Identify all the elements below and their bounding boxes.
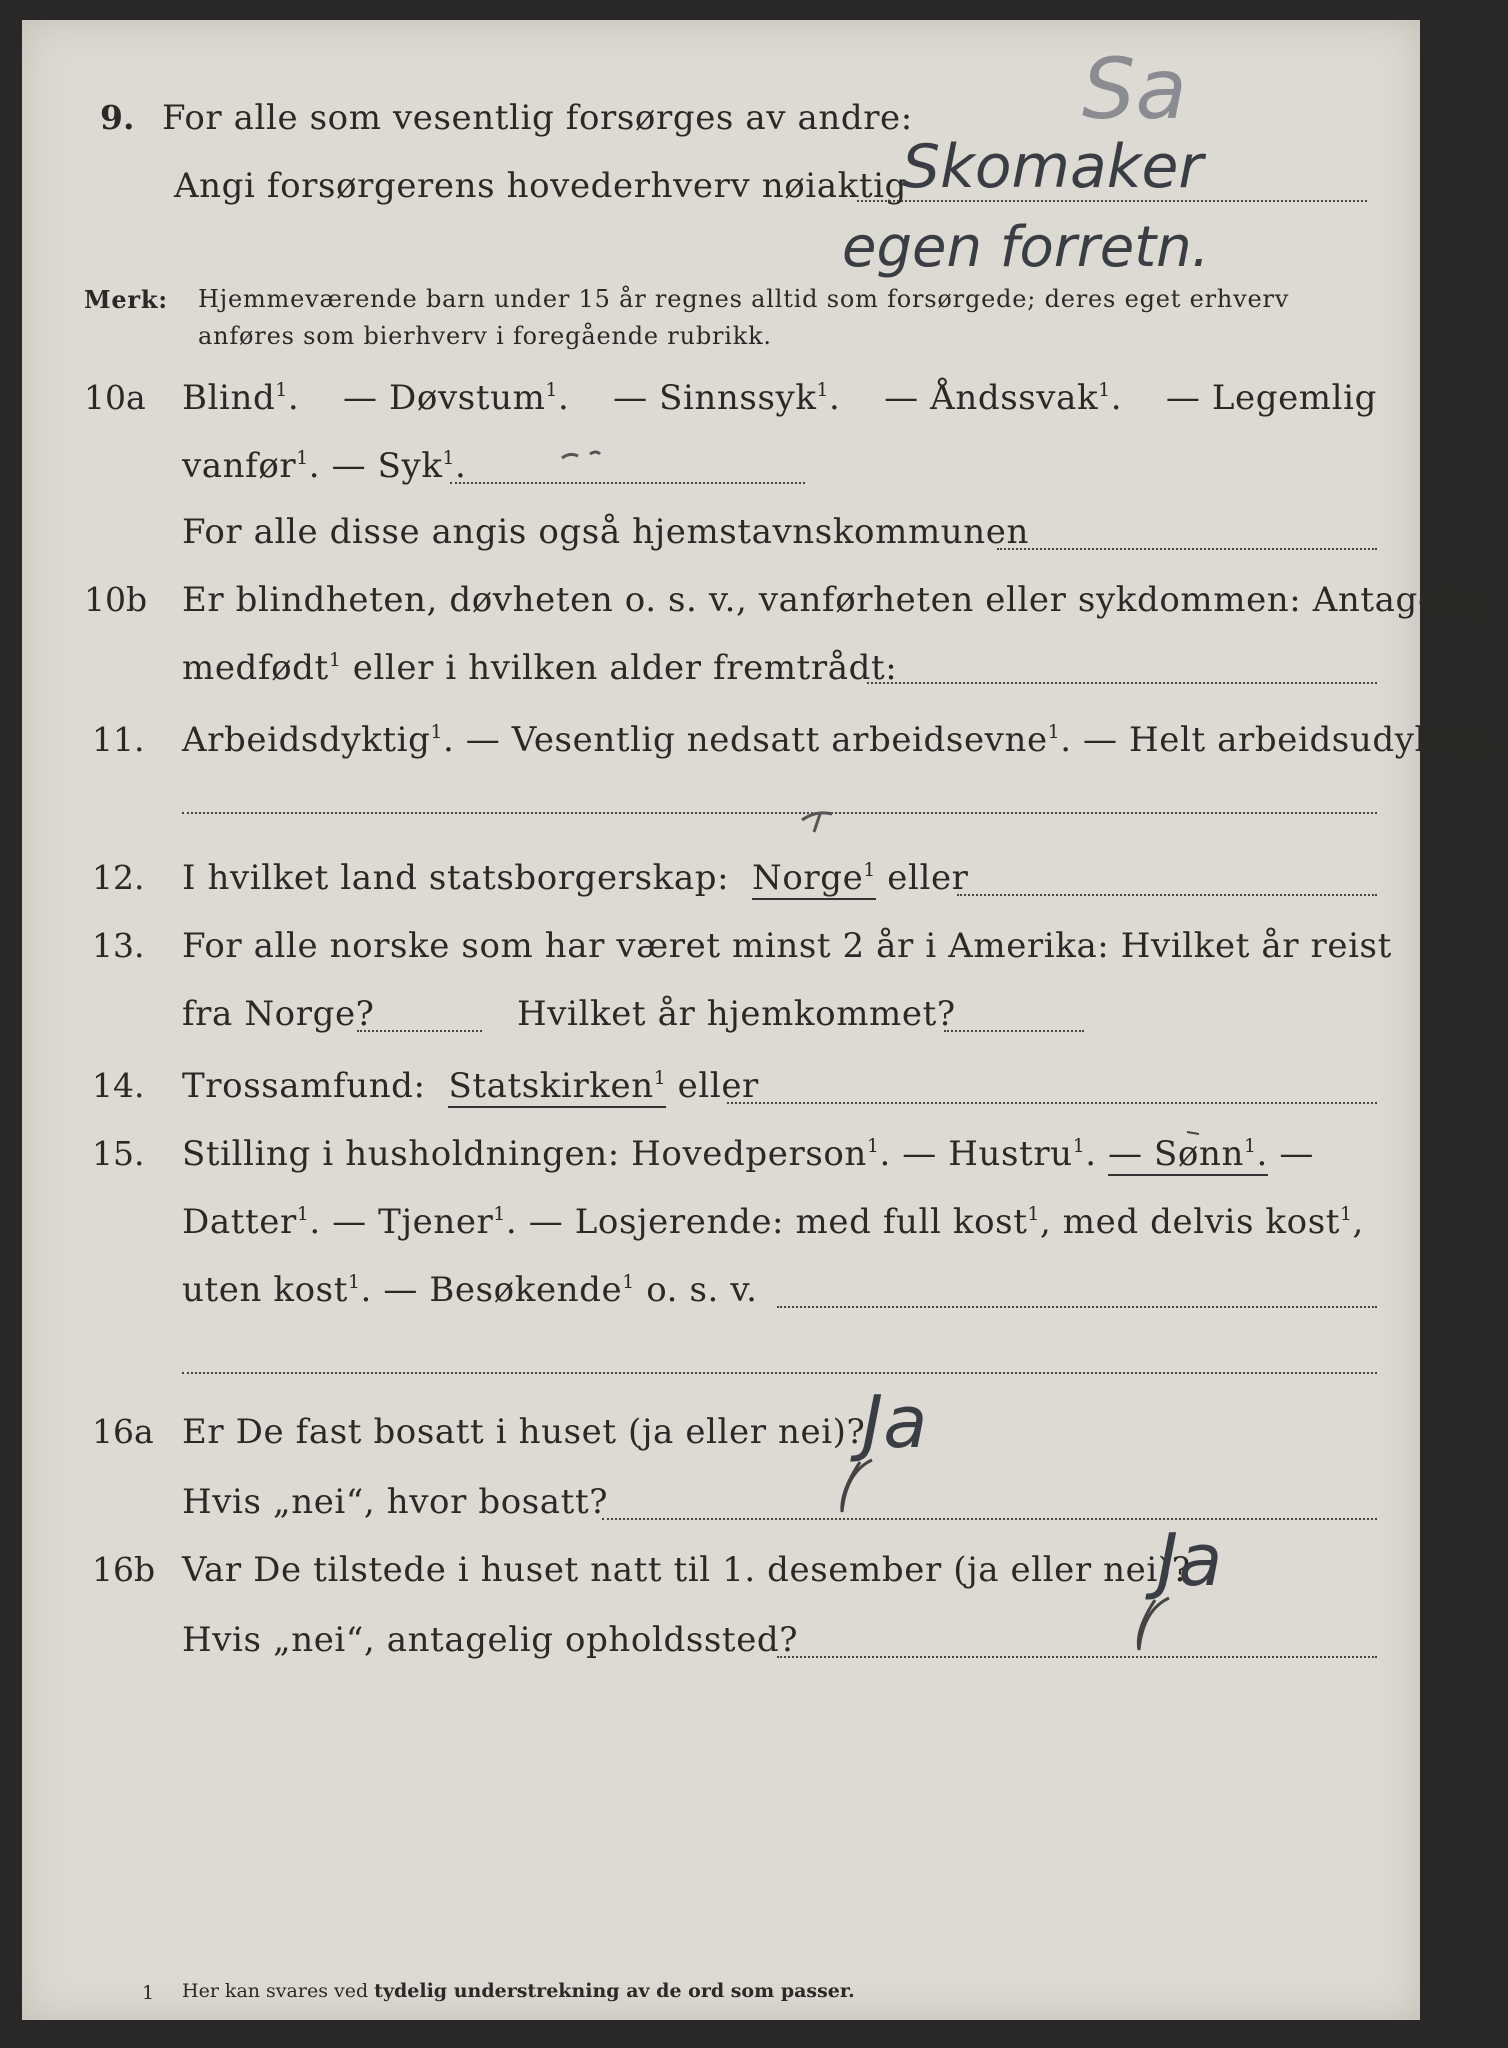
q10a-andssvak: — Åndssvak$^1$.: [884, 378, 1123, 418]
q10a-blind: Blind$^1$.: [182, 378, 300, 418]
q16a-answer[interactable]: Ja: [862, 1380, 928, 1464]
q12-line: I hvilket land statsborgerskap: Norge$^1$ eller: [182, 858, 969, 898]
q16b-number: 16b: [92, 1550, 156, 1589]
q16a-line2: Hvis „nei“, hvor bosatt?: [182, 1482, 609, 1522]
q13-number: 13.: [92, 926, 145, 965]
q10b-number: 10b: [84, 580, 148, 619]
q10b-line2: medfødt$^1$ eller i hvilken alder fremtrådt:: [182, 648, 898, 688]
q9-question: Angi forsørgerens hovederhverv nøiaktig: [174, 166, 907, 206]
q14-line: Trossamfund: Statskirken$^1$ eller: [182, 1066, 759, 1106]
handwritten-header-mark: Sa: [1082, 40, 1187, 138]
q14-number: 14.: [92, 1066, 145, 1105]
q10a-dovstum: — Døvstum$^1$.: [343, 378, 570, 418]
q16a-number: 16a: [92, 1412, 154, 1451]
q10a-legemlig: — Legemlig: [1165, 378, 1377, 418]
q16a-line1: Er De fast bosatt i huset (ja eller nei)?: [182, 1412, 866, 1452]
q12-number: 12.: [92, 858, 145, 897]
q10a-line3: For alle disse angis også hjemstavnskommunen: [182, 512, 1029, 552]
census-form-page: [22, 20, 1508, 2020]
q15-sonn-underlined[interactable]: — Sønn$^1$.: [1108, 1134, 1268, 1174]
q10a-line2: vanfør$^1$. — Syk$^1$.: [182, 446, 467, 486]
q13-line1: For alle norske som har været minst 2 år i Amerika: Hvilket år reist: [182, 926, 1392, 966]
q11-line: Arbeidsdyktig$^1$. — Vesentlig nedsatt arbeidsevne$^1$. — Helt arbeidsudyktig$^1$.: [182, 720, 1508, 760]
merk-label: Merk:: [84, 285, 168, 314]
q14-statskirken-underlined[interactable]: Statskirken$^1$: [448, 1066, 667, 1106]
q10b-line1: Er blindheten, døvheten o. s. v., vanførheten eller sykdommen: Antagelig: [182, 580, 1484, 620]
q9-heading: For alle som vesentlig forsørges av andre:: [162, 98, 913, 138]
q10a-number: 10a: [84, 378, 146, 417]
q13-line2b: Hvilket år hjemkommet?: [517, 994, 956, 1034]
q11-number: 11.: [92, 720, 145, 759]
q15-line2: Datter$^1$. — Tjener$^1$. — Losjerende: med full kost$^1$, med delvis kost$^1$,: [182, 1202, 1364, 1242]
merk-line1: Hjemmeværende barn under 15 år regnes alltid som forsørgede; deres eget erhverv: [198, 285, 1290, 313]
q16b-line2: Hvis „nei“, antagelig opholdssted?: [182, 1620, 799, 1660]
q10a-sinnssyk: — Sinnssyk$^1$.: [613, 378, 841, 418]
q13-line2a: fra Norge?: [182, 994, 375, 1034]
footnote-text: Her kan svares ved tydelig understrekning av de ord som passer.: [182, 1980, 855, 2002]
footnote-mark: 1: [142, 1982, 155, 2004]
q9-answer-occupation[interactable]: Skomaker: [902, 132, 1204, 202]
q12-norge-underlined[interactable]: Norge$^1$: [752, 858, 876, 898]
handwriting-strokes: [22, 20, 1420, 2020]
q9-answer-occupation-line2[interactable]: egen forretn.: [842, 215, 1210, 280]
q16b-answer[interactable]: Ja: [1157, 1518, 1223, 1602]
q15-number: 15.: [92, 1134, 145, 1173]
q16b-line1: Var De tilstede i huset natt til 1. desember (ja eller nei)?: [182, 1550, 1191, 1590]
q15-line3: uten kost$^1$. — Besøkende$^1$ o. s. v.: [182, 1270, 758, 1310]
q15-line1: Stilling i husholdningen: Hovedperson$^1$. — Hustru$^1$. — Sønn$^1$. —: [182, 1134, 1314, 1174]
q9-number: 9.: [100, 98, 135, 137]
merk-line2: anføres som bierhverv i foregående rubrikk.: [198, 322, 772, 350]
